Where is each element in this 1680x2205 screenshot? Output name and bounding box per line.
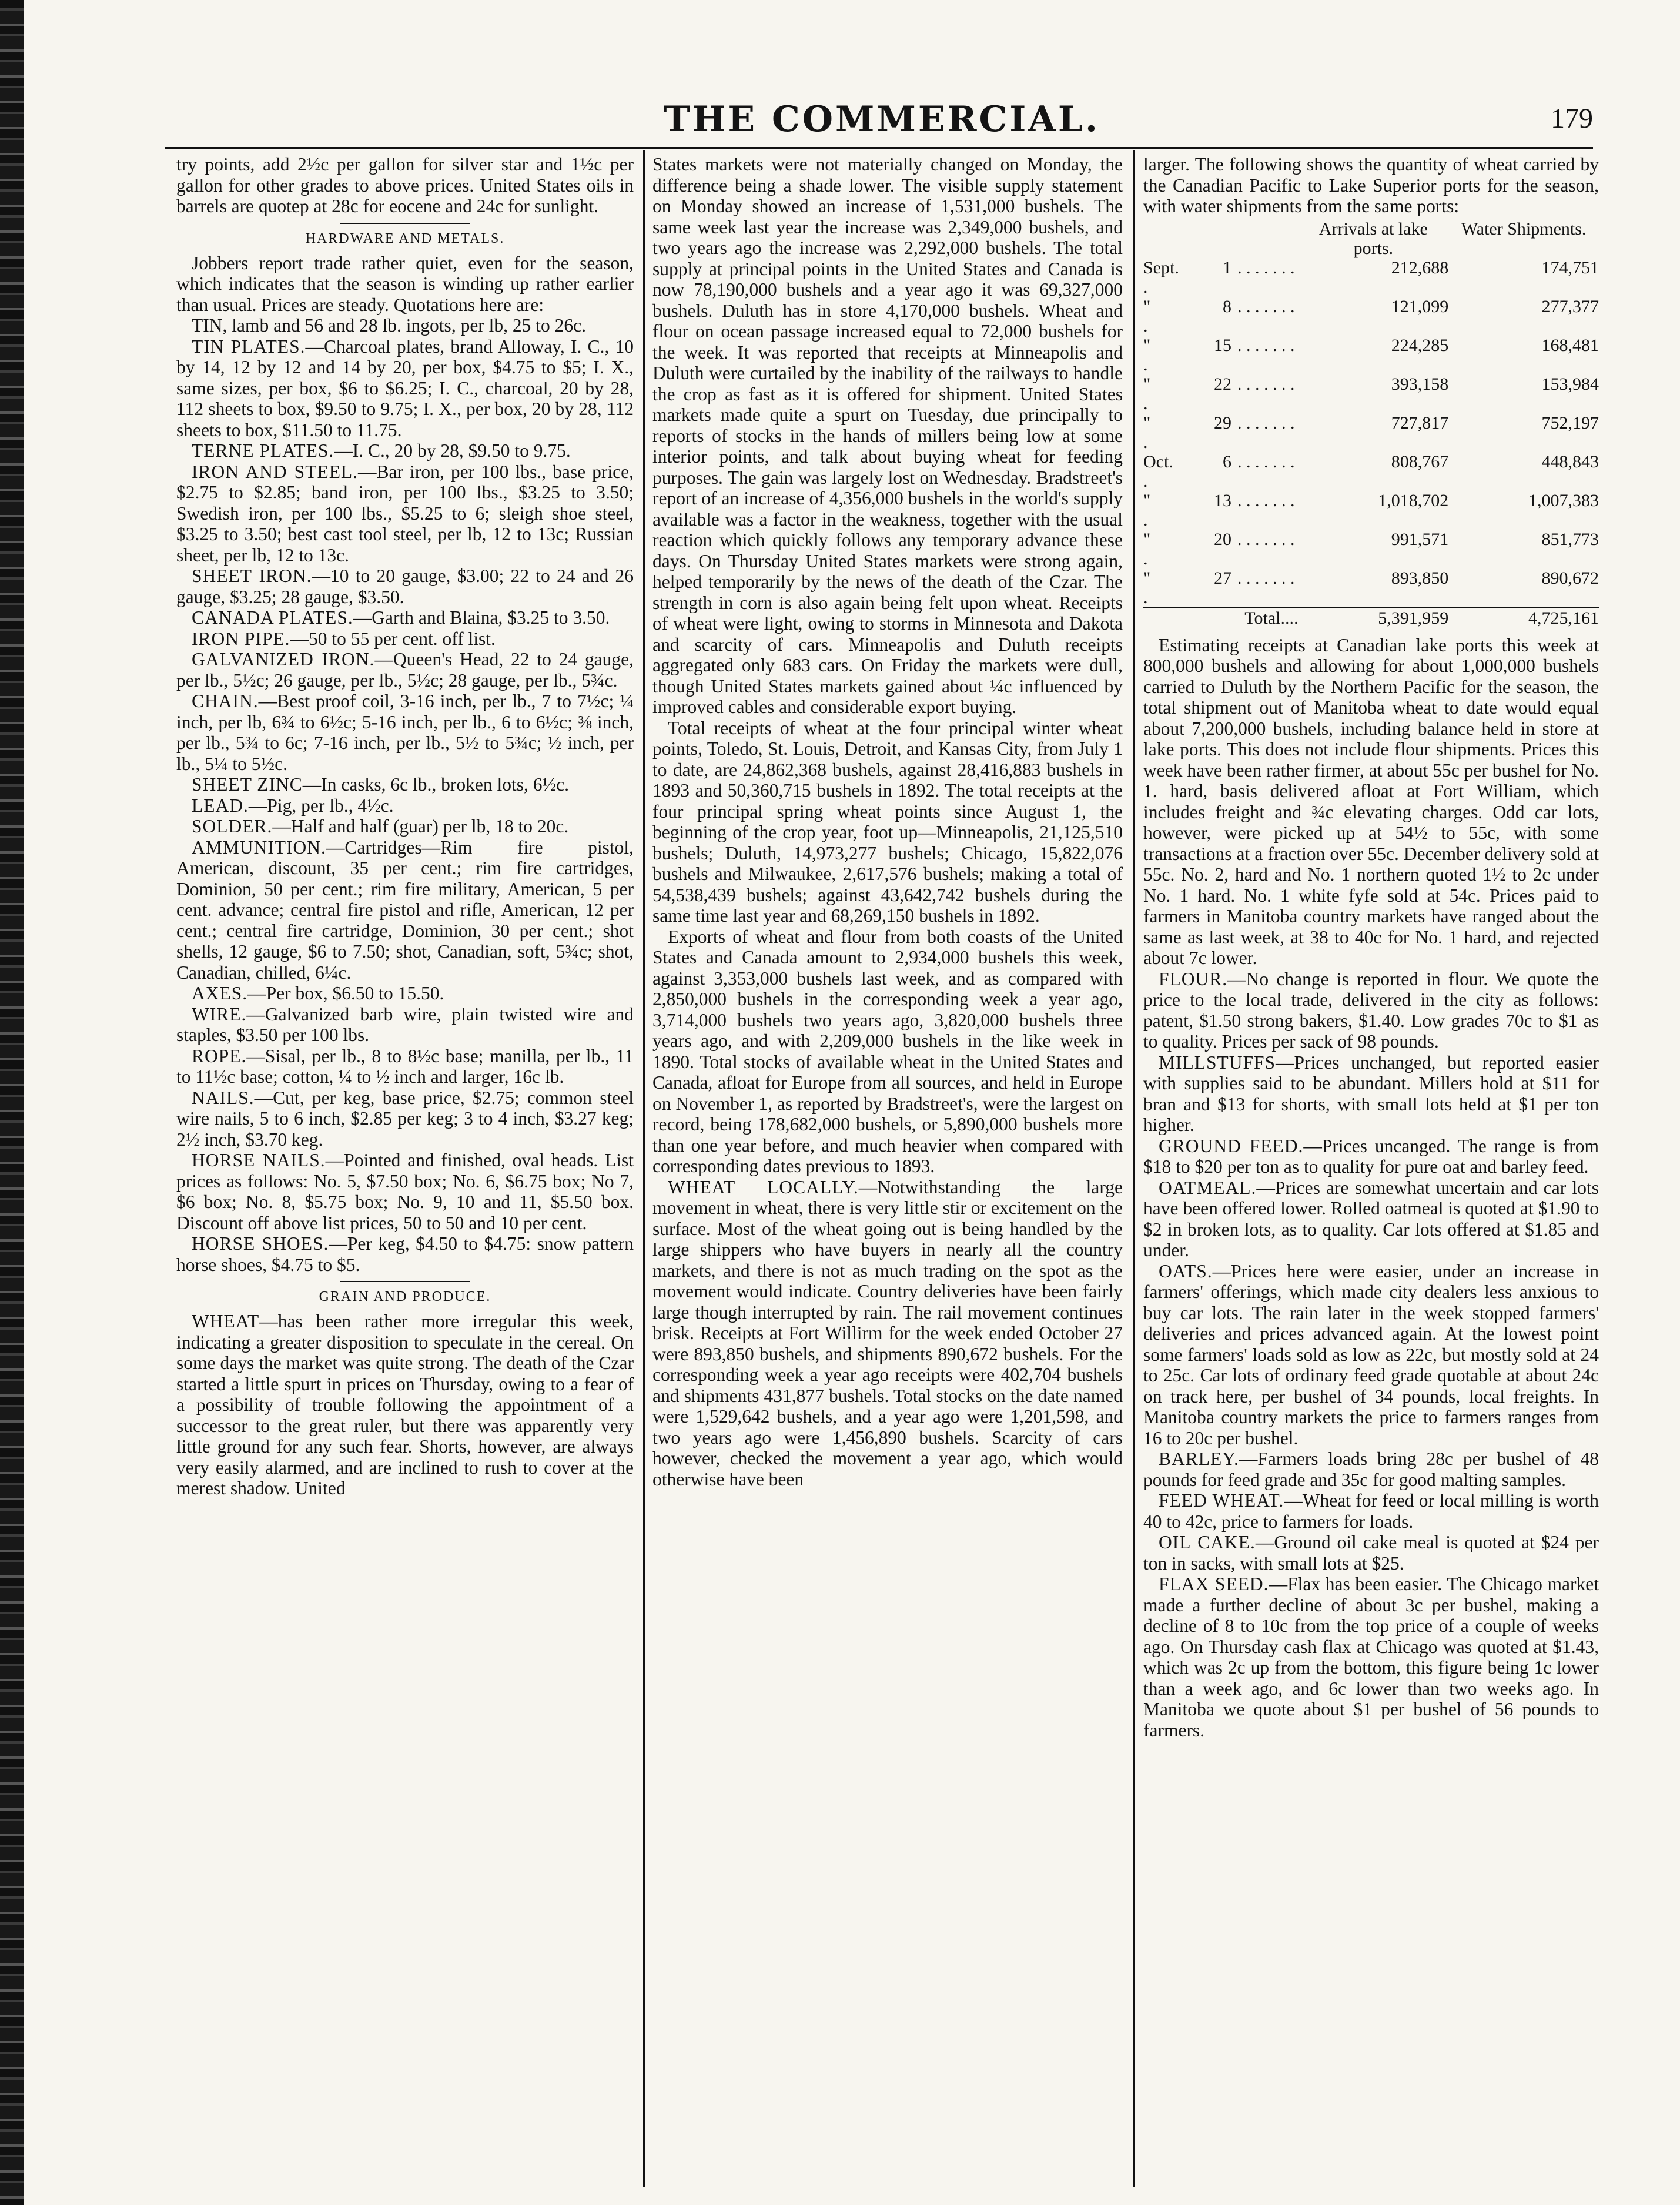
receipts-paragraph: Total receipts of wheat at the four principal winter wheat points, Toledo, St. Louis, Detroit, and Kansas City, from July 1 to date, are 24,862,368 bushels, against 28,416,883 bushels in 1893 and 50,360,715 bushels in 1892. The total receipts at the four principal spring wheat points since August 1, the beginning of the crop year, foot up—Minneapolis, 21,125,510 bushels; Duluth, 14,973,277 bushels; Chicago, 15,822,076 bushels and Milwaukee, 2,617,576 bushels; making a total of 54,538,439 bushels; against 43,642,742 bushels during the same time last year and 68,269,150 bushels in 1892. <box>652 717 1123 926</box>
row-day: 6 <box>1223 451 1231 471</box>
item-lead: CANADA PLATES. <box>192 607 353 628</box>
row-month: " <box>1143 529 1151 549</box>
row-arrivals: 893,850 <box>1391 568 1449 588</box>
column-divider-left <box>643 150 645 2187</box>
table-total-row <box>1143 608 1599 628</box>
row-shipments: 153,984 <box>1541 374 1599 394</box>
leader-dots: . . . . . . . . <box>1143 490 1295 530</box>
column-1 <box>176 154 634 2181</box>
item-body: —Wheat for feed or local milling is worth 40 to 42c, price to farmers for loads. <box>1143 1490 1599 1532</box>
page-header <box>170 99 1593 145</box>
item-body: —Flax has been easier. The Chicago market made a further decline of about 3c per bushel, making a decline of 8 to 10c from the top price of a couple of weeks ago. On Thursday cash flax at Chicago was quoted at $1.43, which was 2c up from the bottom, this figure being 1c lower than a week ago, and 6c lower than two weeks ago. In Manitoba we quote about $1 per bushel of 56 pounds to farmers. <box>1143 1574 1599 1741</box>
row-date <box>1143 452 1299 491</box>
exports-paragraph: Exports of wheat and flour from both coasts of the United States and Canada amount to 2,934,000 bushels this week, against 3,353,000 bushels last week, and as compared with 2,850,000 bushels in the corresponding week a year ago, 3,714,000 bushels two years ago, 3,820,000 bushels three years ago, and with 2,209,000 bushels in the like week in 1890. Total stocks of available wheat in the United States and Canada, afloat for Europe from all sources, and held in Europe on November 1, as reported by Bradstreet's, were the largest on record, being 178,682,000 bushels, or 5,890,000 bushels more than one year before, and much heavier when compared with corresponding dates previous to 1893. <box>652 926 1123 1176</box>
item-body: —10 to 20 gauge, $3.00; 22 to 24 and 26 gauge, $3.25; 28 gauge, $3.50. <box>176 566 634 607</box>
arrivals-header: Arrivals at lake ports. <box>1318 219 1428 258</box>
item-body: —Bar iron, per 100 lbs., base price, $2.75 to $2.85; band iron, per 100 lbs., $3.25 to 3.50; Swedish iron, per 100 lbs., $5.25 to 6; sleigh shoe steel, $3.25 to 3.50; best cast tool steel, per lb, 12 to 13c; Russian sheet, per lb, 12 to 13c. <box>176 461 634 566</box>
table-row <box>1143 568 1599 608</box>
wheat-item <box>176 1311 634 1499</box>
rope-item <box>176 1046 634 1088</box>
item-lead: SOLDER. <box>192 816 273 837</box>
row-arrivals: 121,099 <box>1391 296 1449 316</box>
row-shipments: 851,773 <box>1541 529 1599 549</box>
wheat-locally-item <box>652 1177 1123 1490</box>
table-row <box>1143 413 1599 452</box>
item-body: —Pig, per lb., 4½c. <box>248 795 394 816</box>
ground-feed-item <box>1143 1136 1599 1177</box>
item-lead: ROPE. <box>192 1045 247 1066</box>
header-rule <box>165 147 1593 149</box>
horse-nails-item <box>176 1150 634 1233</box>
row-date <box>1143 413 1299 452</box>
item-body: —Sisal, per lb., 8 to 8½c base; manilla, per lb., 11 to 11½c base; cotton, ¼ to ½ inch and larger, 16c lb. <box>176 1045 634 1087</box>
item-lead: OIL CAKE. <box>1159 1532 1256 1552</box>
item-lead: AMMUNITION. <box>192 837 326 858</box>
item-lead: WIRE. <box>192 1003 247 1025</box>
shipments-intro: larger. The following shows the quantity of wheat carried by the Canadian Pacific to Lake Superior ports for the season, with water shipments from the same ports: <box>1143 154 1599 216</box>
item-body: —Garth and Blaina, $3.25 to 3.50. <box>353 607 610 628</box>
binding-edge <box>0 0 24 2205</box>
item-body: —Prices here were easier, under an increase in farmers' offerings, which made city dealers less anxious to buy car lots. The rain later in the week stopped farmers' deliveries and prices advanced again. At the lowest point some farmers' loads sold as low as 22c, but mostly sold at 24 to 25c. Car lots of ordinary feed grade quotable at about 24c on track here, per bushel of 34 pounds, local freights. In Manitoba country markets the price to farmers ranges from 16 to 20c per bushel. <box>1143 1260 1599 1448</box>
total-shipments: 4,725,161 <box>1448 608 1599 628</box>
item-lead: WHEAT LOCALLY. <box>668 1176 859 1197</box>
section-heading-hardware: HARDWARE AND METALS. <box>305 230 505 246</box>
item-lead: TERNE PLATES. <box>192 440 334 461</box>
row-arrivals: 212,688 <box>1391 257 1449 277</box>
oil-cake-item <box>1143 1532 1599 1574</box>
sheet-zinc-item <box>176 774 634 795</box>
item-lead: HORSE SHOES. <box>192 1233 329 1254</box>
leader-dots: . . . . . . . . <box>1143 529 1295 568</box>
canada-plates-item <box>176 607 634 628</box>
column-divider-right <box>1133 150 1135 2187</box>
row-date <box>1143 297 1299 336</box>
item-lead: MILLSTUFFS <box>1159 1052 1276 1073</box>
item-body: —Best proof coil, 3-16 inch, per lb., 7 to 7½c; ¼ inch, per lb, 6¾ to 6½c; 5-16 inch, per lb., 6 to 6½c; ⅜ inch, per lb., 5¾ to 6c; 7-16 inch, per lb., 5½ to 5¾c; ½ inch, per lb., 5¼ to 5½c. <box>176 691 634 774</box>
item-body: —Half and half (guar) per lb, 18 to 20c. <box>272 816 569 837</box>
masthead-title: THE COMMERCIAL. <box>664 99 1100 140</box>
oatmeal-item <box>1143 1177 1599 1261</box>
leader-dots: . . . . . . . . <box>1143 374 1295 413</box>
terne-plates-item <box>176 440 634 461</box>
solder-item <box>176 816 634 837</box>
row-month: " <box>1143 335 1151 355</box>
item-body: —In casks, 6c lb., broken lots, 6½c. <box>302 774 569 795</box>
row-month: " <box>1143 490 1151 510</box>
item-body: —I. C., 20 by 28, $9.50 to 9.75. <box>334 440 571 461</box>
row-day: 13 <box>1214 490 1231 510</box>
item-lead: GROUND FEED. <box>1159 1135 1304 1156</box>
wheat-markets-paragraph: States markets were not materially changed on Monday, the difference being a shade lower. The visible supply statement on Monday showed an increase of 1,531,000 bushels. The same week last year the increase was 2,349,000 bushels, and two years ago the increase was 2,292,000 bushels. The total supply at principal points in the United States and Canada is now 78,190,000 bushels and a year ago it was 69,327,000 bushels. Duluth has in store 4,170,000 bushels. Wheat and flour on ocean passage increased equal to 72,000 bushels for the week. It was reported that receipts at Minneapolis and Duluth were curtailed by the inability of the railways to handle the crop as fast as it is offered for shipment. United States markets made quite a spurt on Tuesday, due principally to reports of stocks in the hands of millers being low at some interior points, and talk about buying wheat for feeding purposes. The gain was largely lost on Wednesday. Bradstreet's report of an increase of 4,356,000 bushels in the world's supply available was a factor in the weakness, together with the usual reaction which quickly follows any temporary advance these days. On Thursday United States markets were strong again, helped temporarily by the news of the death of the Czar. The strength in corn is also again being felt upon wheat. Receipts of wheat were light, owing to storms in Minnesota and Dakota and scarcity of cars. Minneapolis and Duluth receipts aggregated only 683 cars. On Friday the markets were dull, though United States markets gained about ¼c influenced by improved cables and considerable export buying. <box>652 154 1123 717</box>
item-lead: TIN PLATES. <box>192 336 306 357</box>
item-body: —Ground oil cake meal is quoted at $24 per ton in sacks, with small lots at $25. <box>1143 1532 1599 1574</box>
item-lead: AXES. <box>192 983 248 1003</box>
item-lead: FLAX SEED. <box>1159 1574 1269 1594</box>
total-arrivals: 5,391,959 <box>1299 608 1449 628</box>
section-rule <box>340 1281 470 1282</box>
barley-item <box>1143 1448 1599 1490</box>
item-lead: GALVANIZED IRON. <box>192 649 375 670</box>
total-label: Total.... <box>1143 608 1299 628</box>
row-day: 15 <box>1214 335 1231 355</box>
lead-item <box>176 795 634 817</box>
item-body: —Prices uncanged. The range is from $18 to $20 per ton as to quality for pure oat and barley feed. <box>1143 1135 1599 1177</box>
item-body: —Notwithstanding the large movement in wheat, there is very little stir or excitement on the surface. Most of the wheat going out is being handled by the large shippers who have buyers in nearly all the country markets, and there is not as much trading on the spot as the movement would indicate. Country deliveries have been fairly large though interrupted by rain. The rail movement continues brisk. Receipts at Fort Willirm for the week ended October 27 were 893,850 bushels, and shipments 890,672 bushels. For the corresponding week a year ago receipts were 402,704 bushels and shipments 431,877 bushels. Total stocks on the date named were 1,529,642 bushels, and a year ago were 1,201,598, and two years ago were 1,456,890 bushels. Scarcity of cars however, checked the movement a year ago, which would otherwise have been <box>652 1176 1123 1490</box>
row-date <box>1143 374 1299 413</box>
leader-dots: . . . . . . . . <box>1143 335 1295 374</box>
estimating-paragraph: Estimating receipts at Canadian lake ports this week at 800,000 bushels and allowing for about 1,000,000 bushels carried to Duluth by the Northern Pacific for the season, the total shipment out of Manitoba wheat to date would equal about 7,200,000 bushels, including balance held in store at lake ports. This does not include flour shipments. Prices this week have been rather firmer, at about 55c per bushel for No. 1. hard, basis delivered afloat at Fort William, which includes freight and ¾c elevating charges. Odd car lots, however, were picked up at 54½ to 55c, with some transactions at a fraction over 55c. December delivery sold at 55c. No. 2, hard and No. 1 northern quoted 1½ to 2c under No. 1 hard. No. 1 white fyfe sold at 54c. Prices paid to farmers in Manitoba country markets have ranged about the same as last week, at 38 to 40c for No. 1 hard, and rejected about 7c lower. <box>1143 634 1599 968</box>
table-row <box>1143 530 1599 568</box>
flax-seed-item <box>1143 1574 1599 1741</box>
row-day: 20 <box>1214 529 1231 549</box>
shipments-header: Water Shipments. <box>1461 219 1587 239</box>
column-3 <box>1143 154 1599 2181</box>
tin-paragraph: TIN, lamb and 56 and 28 lb. ingots, per lb, 25 to 26c. <box>192 315 587 336</box>
galvanized-iron-item <box>176 649 634 691</box>
table-row <box>1143 491 1599 530</box>
row-arrivals: 991,571 <box>1391 529 1449 549</box>
iron-pipe-item <box>176 628 634 650</box>
axes-item <box>176 983 634 1004</box>
row-arrivals: 808,767 <box>1391 451 1449 471</box>
item-body: —50 to 55 per cent. off list. <box>290 628 496 649</box>
row-date <box>1143 568 1299 608</box>
tin-plates-item <box>176 336 634 441</box>
row-arrivals: 393,158 <box>1391 374 1449 394</box>
sheet-iron-item <box>176 566 634 607</box>
wire-item <box>176 1004 634 1046</box>
item-body: —Per box, $6.50 to 15.50. <box>247 983 444 1003</box>
row-shipments: 448,843 <box>1541 451 1599 471</box>
row-date <box>1143 530 1299 568</box>
item-lead: FLOUR. <box>1159 968 1228 989</box>
item-lead: WHEAT <box>192 1311 260 1331</box>
item-body: —Galvanized barb wire, plain twisted wire and staples, $3.50 per 100 lbs. <box>176 1003 634 1045</box>
item-lead: CHAIN. <box>192 691 259 711</box>
jobbers-paragraph: Jobbers report trade rather quiet, even for the season, which indicates that the season is winding up rather earlier than usual. Prices are steady. Quotations here are: <box>176 252 634 315</box>
item-body: —Cut, per keg, base price, $2.75; common steel wire nails, 5 to 6 inch, $2.85 per keg; 3 to 4 inch, $3.27 keg; 2½ inch, $3.70 keg. <box>176 1087 634 1150</box>
column-2 <box>652 154 1123 2181</box>
table-row <box>1143 258 1599 297</box>
item-lead: SHEET IRON. <box>192 566 312 586</box>
row-date <box>1143 491 1299 530</box>
horse-shoes-item <box>176 1233 634 1275</box>
item-body: —Charcoal plates, brand Alloway, I. C., 10 by 14, 12 by 12 and 14 by 20, per box, $4.75 to $5; I. X., same sizes, per box, $6 to $6.25; I. C., charcoal, 20 by 28, 112 sheets to box, $9.50 to 9.75; I. X., per box, 20 by 28, 112 sheets to box, $11.50 to 11.75. <box>176 336 634 440</box>
row-month: " <box>1143 413 1151 433</box>
row-arrivals: 1,018,702 <box>1378 490 1449 510</box>
row-shipments: 168,481 <box>1541 335 1599 355</box>
ammunition-item <box>176 837 634 983</box>
oats-item <box>1143 1261 1599 1449</box>
row-day: 27 <box>1214 568 1231 588</box>
table-header-row <box>1143 219 1599 258</box>
row-arrivals: 727,817 <box>1391 413 1449 433</box>
item-lead: FEED WHEAT. <box>1159 1490 1284 1511</box>
item-lead: LEAD. <box>192 795 249 816</box>
item-lead: HORSE NAILS. <box>192 1150 326 1170</box>
section-heading-grain: GRAIN AND PRODUCE. <box>319 1289 491 1304</box>
table-row <box>1143 452 1599 491</box>
iron-steel-item <box>176 461 634 566</box>
item-lead: OATS. <box>1159 1260 1213 1281</box>
nails-item <box>176 1088 634 1150</box>
oils-paragraph: try points, add 2½c per gallon for silver star and 1½c per gallon for other grades to above prices. United States oils in barrels are quotep at 28c for eocene and 24c for sunlight. <box>176 154 634 216</box>
row-day: 8 <box>1223 296 1231 316</box>
section-rule <box>340 223 470 224</box>
row-shipments: 1,007,383 <box>1528 490 1599 510</box>
flour-item <box>1143 969 1599 1052</box>
table-row <box>1143 374 1599 413</box>
item-body: —has been rather more irregular this week, indicating a greater disposition to speculate in the cereal. On some days the market was quite strong. The death of the Czar started a little spurt in prices on Thursday, owing to a fear of a possibility of trouble following the appointment of a successor to the great ruler, but there was apparently very little ground for any such fear. Shorts, however, are always very easily alarmed, and are inclined to rush to cover at the merest shadow. United <box>176 1311 634 1498</box>
row-month: " <box>1143 296 1151 316</box>
shipments-table <box>1143 219 1599 628</box>
row-day: 29 <box>1214 413 1231 433</box>
chain-item <box>176 691 634 774</box>
leader-dots: . . . . . . . . <box>1143 568 1295 607</box>
item-lead: IRON AND STEEL. <box>192 461 359 482</box>
item-body: —Prices are somewhat uncertain and car lots have been offered lower. Rolled oatmeal is quoted at $1.90 to $2 in broken lots, as to quality. Car lots offered at $1.85 and under. <box>1143 1177 1599 1260</box>
row-arrivals: 224,285 <box>1391 335 1449 355</box>
leader-dots: . . . . . . . . <box>1143 257 1295 297</box>
item-body: —Queen's Head, 22 to 24 gauge, per lb., 5½c; 26 gauge, per lb., 5½c; 28 gauge, per lb., 5¾c. <box>176 649 634 691</box>
item-lead: OATMEAL. <box>1159 1177 1257 1198</box>
millstuffs-item <box>1143 1052 1599 1136</box>
row-month: Sept. <box>1143 257 1179 277</box>
leader-dots: . . . . . . . . <box>1143 451 1295 491</box>
row-shipments: 277,377 <box>1541 296 1599 316</box>
item-body: —Pointed and finished, oval heads. List prices as follows: No. 5, $7.50 box; No. 6, $6.75 box; No 7, $6 box; No. 8, $5.75 box; No. 9, 10 and 11, $5.50 box. Discount off above list prices, 50 to 50 and 10 per cent. <box>176 1150 634 1233</box>
row-shipments: 174,751 <box>1541 257 1599 277</box>
row-shipments: 890,672 <box>1541 568 1599 588</box>
table-row <box>1143 336 1599 374</box>
leader-dots: . . . . . . . . <box>1143 296 1295 336</box>
row-month: " <box>1143 374 1151 394</box>
item-body: —Prices unchanged, but reported easier with supplies said to be abundant. Millers hold at $11 for bran and $13 for shorts, with small lots held at $1 per ton higher. <box>1143 1052 1599 1135</box>
item-lead: NAILS. <box>192 1087 255 1108</box>
row-shipments: 752,197 <box>1541 413 1599 433</box>
row-date <box>1143 336 1299 374</box>
item-body: —Farmers loads bring 28c per bushel of 48 pounds for feed grade and 35c for good malting samples. <box>1143 1448 1599 1490</box>
item-body: —No change is reported in flour. We quote the price to the local trade, delivered in the city as follows: patent, $1.50 strong bakers, $1.40. Low grades 70c to $1 as to quality. Prices per sack of 98 pounds. <box>1143 968 1599 1052</box>
item-lead: IRON PIPE. <box>192 628 290 649</box>
item-lead: BARLEY. <box>1159 1448 1239 1469</box>
feed-wheat-item <box>1143 1490 1599 1532</box>
row-day: 1 <box>1223 257 1231 277</box>
table-row <box>1143 297 1599 336</box>
row-day: 22 <box>1214 374 1231 394</box>
leader-dots: . . . . . . . . <box>1143 413 1295 452</box>
row-month: " <box>1143 568 1151 588</box>
item-body: —Per keg, $4.50 to $4.75: snow pattern horse shoes, $4.75 to $5. <box>176 1233 634 1275</box>
item-body: —Cartridges—Rim fire pistol, American, discount, 35 per cent.; rim fire cartridges, Dominion, 50 per cent.; rim fire military, American, 5 per cent. advance; central fire pistol and rifle, American, 12 per cent.; central fire cartridge, Dominion, 30 per cent.; shot shells, 12 gauge, $6 to 7.50; shot, Canadian, soft, 5¾c; shot, Canadian, chilled, 6¼c. <box>176 837 634 983</box>
page-number: 179 <box>1551 103 1593 134</box>
row-month: Oct. <box>1143 451 1173 471</box>
item-lead: SHEET ZINC <box>192 774 303 795</box>
row-date <box>1143 258 1299 297</box>
